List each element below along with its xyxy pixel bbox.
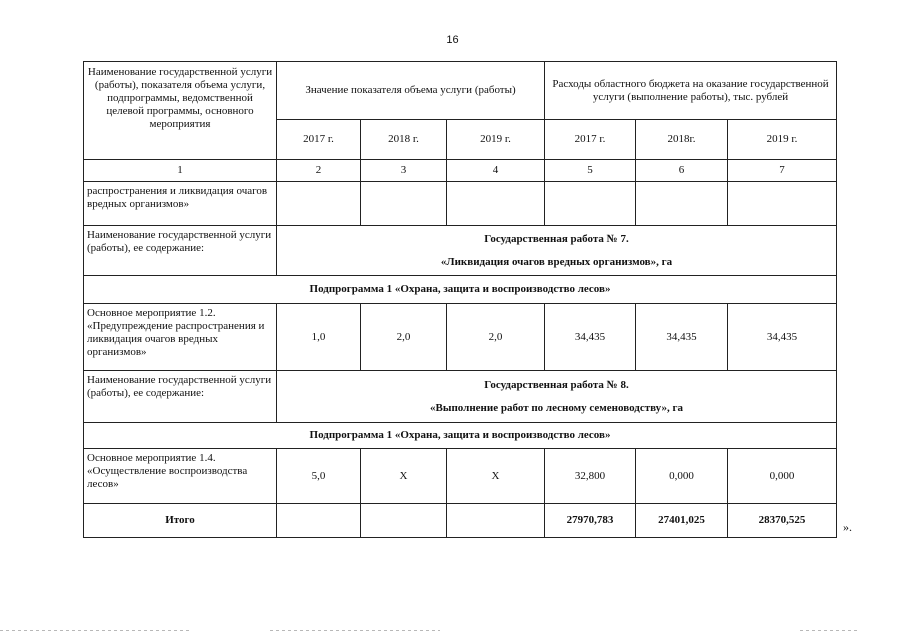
header-name-column: Наименование государственной услуги (работы), показателя объема услуги, подпрограммы, ведомственной целевой программы, основного мероприятия <box>84 62 277 160</box>
header-year-value-2018: 2018 г. <box>361 120 447 160</box>
measure-1-2-value-2017: 1,0 <box>277 304 361 371</box>
header-expense-group: Расходы областного бюджета на оказание государственной услуги (выполнение работы), тыс. рублей <box>545 62 837 120</box>
measure-1-4-expense-2019: 0,000 <box>728 449 837 504</box>
work-7-title-cell <box>277 226 837 276</box>
empty-cell <box>636 182 728 226</box>
closing-quote-mark: ». <box>843 520 852 534</box>
scan-artifact-line <box>0 630 190 631</box>
subprogram-title: Подпрограмма 1 «Охрана, защита и воспроизводство лесов» <box>84 423 837 449</box>
work-7-name-label: Наименование государственной услуги (работы), ее содержание: <box>84 226 277 276</box>
header-year-value-2019: 2019 г. <box>447 120 545 160</box>
measure-1-4-expense-2017: 32,800 <box>545 449 636 504</box>
header-year-value-2017: 2017 г. <box>277 120 361 160</box>
work-8-row <box>84 371 837 423</box>
work-8-subtitle: «Выполнение работ по лесному семеноводству», га <box>430 401 683 414</box>
header-year-expense-2017: 2017 г. <box>545 120 636 160</box>
measure-1-2-expense-2018: 34,435 <box>636 304 728 371</box>
measure-1-2-value-2018: 2,0 <box>361 304 447 371</box>
header-value-group: Значение показателя объема услуги (работы) <box>277 62 545 120</box>
measure-1-4-expense-2018: 0,000 <box>636 449 728 504</box>
total-value-2018 <box>361 504 447 538</box>
empty-cell <box>361 182 447 226</box>
column-number-row <box>84 160 837 182</box>
work-8-title-cell <box>277 371 837 423</box>
measure-1-4-name: Основное мероприятие 1.4. «Осуществление воспроизводства лесов» <box>84 449 277 504</box>
work-8-name-label: Наименование государственной услуги (работы), ее содержание: <box>84 371 277 423</box>
header-row-groups <box>84 62 837 120</box>
scan-artifact-line <box>270 630 440 631</box>
total-value-2019 <box>447 504 545 538</box>
header-year-expense-2019: 2019 г. <box>728 120 837 160</box>
empty-cell <box>728 182 837 226</box>
header-year-expense-2018: 2018г. <box>636 120 728 160</box>
total-label: Итого <box>84 504 277 538</box>
measure-1-2-row <box>84 304 837 371</box>
page-number: 16 <box>446 34 459 46</box>
total-expense-2018: 27401,025 <box>636 504 728 538</box>
column-number: 7 <box>728 160 837 182</box>
work-7-title: Государственная работа № 7. <box>484 232 629 245</box>
work-7-row <box>84 226 837 276</box>
total-expense-2017: 27970,783 <box>545 504 636 538</box>
budget-table <box>83 61 837 538</box>
column-number: 4 <box>447 160 545 182</box>
measure-1-4-value-2018: Х <box>361 449 447 504</box>
total-expense-2019: 28370,525 <box>728 504 837 538</box>
measure-1-4-value-2017: 5,0 <box>277 449 361 504</box>
work-8-title: Государственная работа № 8. <box>484 378 629 391</box>
scan-artifact-line <box>800 630 860 631</box>
measure-1-2-expense-2017: 34,435 <box>545 304 636 371</box>
column-number: 5 <box>545 160 636 182</box>
subprogram-title: Подпрограмма 1 «Охрана, защита и воспроизводство лесов» <box>84 276 837 304</box>
measure-1-2-name: Основное мероприятие 1.2. «Предупреждение распространения и ликвидация очагов вредных организмов» <box>84 304 277 371</box>
measure-1-2-expense-2019: 34,435 <box>728 304 837 371</box>
measure-1-2-value-2019: 2,0 <box>447 304 545 371</box>
work-7-subtitle: «Ликвидация очагов вредных организмов», га <box>440 255 673 268</box>
continuation-name: распространения и ликвидация очагов вредных организмов» <box>84 182 277 226</box>
measure-1-4-value-2019: Х <box>447 449 545 504</box>
measure-1-4-row <box>84 449 837 504</box>
column-number: 1 <box>84 160 277 182</box>
column-number: 6 <box>636 160 728 182</box>
column-number: 2 <box>277 160 361 182</box>
empty-cell <box>277 182 361 226</box>
empty-cell <box>447 182 545 226</box>
continuation-row <box>84 182 837 226</box>
column-number: 3 <box>361 160 447 182</box>
total-row <box>84 504 837 538</box>
empty-cell <box>545 182 636 226</box>
total-value-2017 <box>277 504 361 538</box>
subprogram-row <box>84 276 837 304</box>
subprogram-row <box>84 423 837 449</box>
